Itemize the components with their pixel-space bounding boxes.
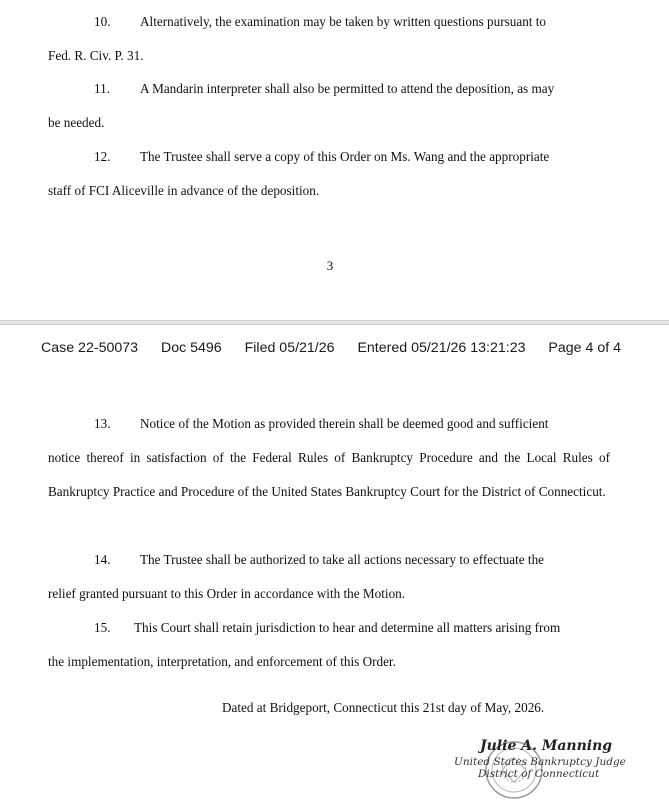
paragraph-number: 13. (94, 416, 111, 431)
paragraph-number: 12. (94, 149, 111, 164)
page-number: 3 (326, 258, 334, 273)
paragraph-text: The Trustee shall be authorized to take all actions necessary to effectuate the (140, 552, 545, 567)
paragraph-text-continued: Fed. R. Civ. P. 31. (48, 48, 144, 63)
case-header (41, 340, 621, 356)
doc-number: Doc 5496 (160, 340, 222, 356)
paragraph-text-continued: notice thereof in satisfaction of the Federal Rules of Bankruptcy Procedure and the Local Rules of Bankruptcy Practice and Procedure of the United States Bankruptcy Court for the District of Connecticut. (48, 450, 610, 499)
signature-block (452, 738, 632, 800)
paragraph-text: The Trustee shall serve a copy of this Order on Ms. Wang and the appropriate (140, 149, 550, 164)
paragraph-15 (48, 611, 610, 679)
paragraph-number: 15. (94, 620, 111, 635)
paragraph-text: A Mandarin interpreter shall also be permitted to attend the deposition, as may (140, 81, 555, 96)
paragraph-text-continued: relief granted pursuant to this Order in accordance with the Motion. (48, 586, 406, 601)
case-number: Case 22-50073 (41, 340, 139, 356)
paragraph-text-continued: staff of FCI Aliceville in advance of the deposition. (48, 183, 320, 198)
paragraph-text-continued: be needed. (48, 115, 105, 130)
paragraph-text: Alternatively, the examination may be taken by written questions pursuant to (140, 14, 547, 29)
paragraph-12 (48, 140, 610, 208)
dated-line: Dated at Bridgeport, Connecticut this 21st day of May, 2026. (222, 700, 545, 715)
paragraph-14 (48, 543, 610, 611)
paragraph-11 (48, 72, 610, 140)
paragraph-text: Notice of the Motion as provided therein shall be deemed good and sufficient (140, 416, 549, 431)
paragraph-10 (48, 5, 610, 73)
judge-district: District of Connecticut (478, 768, 600, 780)
entered-date: Entered 05/21/26 13:21:23 (357, 340, 526, 356)
page-indicator: Page 4 of 4 (548, 340, 621, 356)
paragraph-text-continued: the implementation, interpretation, and enforcement of this Order. (48, 654, 396, 669)
paragraph-number: 11. (94, 81, 110, 96)
paragraph-text: This Court shall retain jurisdiction to hear and determine all matters arising from (134, 620, 561, 635)
filed-date: Filed 05/21/26 (244, 340, 335, 356)
judge-name: Julie A. Manning (480, 738, 613, 754)
document-page-3 (0, 0, 669, 320)
paragraph-number: 10. (94, 14, 111, 29)
judge-title: United States Bankruptcy Judge (454, 756, 626, 768)
paragraph-number: 14. (94, 552, 111, 567)
paragraph-13 (48, 407, 610, 509)
